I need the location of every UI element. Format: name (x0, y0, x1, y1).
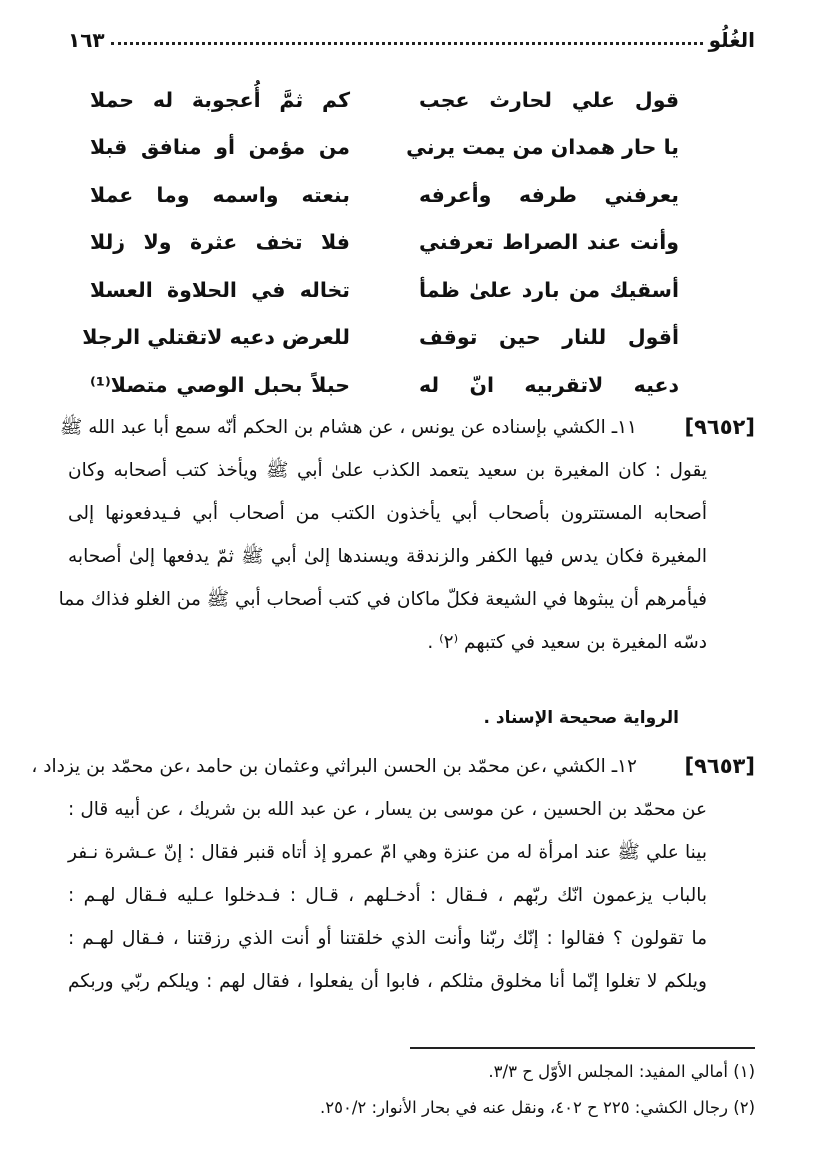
text-line: المغيرة فكان يدس فيها الكفر والزندقة ويسندها إلىٰ أبي ﷺ ثمّ يدفعها إلىٰ أصحابه (68, 546, 707, 567)
footnote: (١) أمالي المفيد: المجلس الأوّل ح ٣/٣. (488, 1062, 755, 1081)
footnote-divider (410, 1047, 755, 1049)
text-line: دسّه المغيرة بن سعيد في كتبهم ⁽٢⁾ . (427, 632, 707, 653)
entry-number: [٩٦٥٣] (684, 754, 755, 778)
hadith-entry (31, 745, 755, 1003)
verse-first-hemistich: وأنت عند الصراط تعرفني (419, 230, 679, 255)
header-dot-leader (111, 42, 703, 45)
verse-first-hemistich: أسقيك من بارد علىٰ ظمأ (419, 277, 679, 302)
text-line: بينا علي ﷺ عند امرأة له من عنزة وهي امّ عمرو إذ أتاه قنبر فقال : إنّ عـشرة نـفر (68, 842, 707, 863)
text-line: بالباب يزعمون انّك ربّهم ، فـقال : أدخـلهم ، قـال : فـدخلوا عـليه فـقال لهـم : (68, 885, 707, 906)
verse-second-hemistich: للعرض دعيه لاتقتلي الرجلا (82, 325, 350, 350)
verse-first-hemistich: يعرفني طرفه وأعرفه (419, 182, 679, 207)
hadith-entry (58, 406, 755, 664)
verse-second-hemistich: تخاله في الحلاوة العسلا (90, 277, 350, 302)
poem-verse (90, 124, 679, 172)
verse-second-hemistich: من مؤمن أو منافق قبلا (90, 135, 350, 160)
verse-second-hemistich: كم ثمَّ أُعجوبة له حملا (90, 87, 350, 112)
text-line: عن محمّد بن الحسين ، عن موسى بن يسار ، عن عبد الله بن شريك ، عن أبيه قال : (68, 799, 707, 820)
verse-second-hemistich: فلا تخف عثرة ولا زللا (90, 230, 350, 255)
verse-first-hemistich: دعيه لاتقربيه انّ له (419, 372, 679, 397)
poem-verse (82, 314, 679, 362)
chain-grading-note: الرواية صحيحة الإسناد . (483, 708, 679, 728)
text-line: يقول : كان المغيرة بن سعيد يتعمد الكذب علىٰ أبي ﷺ ويأخذ كتب أصحابه وكان (68, 460, 707, 481)
chapter-title: الغُلُو (708, 28, 755, 52)
poem-verse (90, 219, 679, 267)
verse-first-hemistich: يا حار همدان من يمت يرني (406, 135, 679, 160)
text-line: ١١ـ الكشي بإسناده عن يونس ، عن هشام بن الحكم أنّه سمع أبا عبد الله ﷺ (59, 417, 637, 438)
verse-second-hemistich: حبلاً بحبل الوصي متصلا⁽¹⁾ (90, 372, 350, 397)
poem-verse (90, 266, 679, 314)
running-header (68, 22, 755, 52)
footnote: (٢) رجال الكشي: ٢٢٥ ح ٤٠٢، ونقل عنه في بحار الأنوار: ٢٥٠/٢. (320, 1098, 755, 1117)
poem-verse (90, 171, 679, 219)
text-line: فيأمرهم أن يبثوها في الشيعة فكلّ ماكان في كتب أصحاب أبي ﷺ من الغلو فذاك مما (58, 589, 707, 610)
page-number: ١٦٣ (68, 28, 105, 52)
poem-verse (90, 361, 679, 409)
poem-verse (90, 76, 679, 124)
poem (82, 76, 679, 409)
verse-first-hemistich: أقول للنار حين توقف (419, 325, 679, 350)
verse-second-hemistich: بنعته واسمه وما عملا (90, 182, 350, 207)
verse-first-hemistich: قول علي لحارث عجب (419, 87, 679, 112)
entry-number: [٩٦٥٢] (684, 415, 755, 439)
text-line: ما تقولون ؟ فقالوا : إنّك ربّنا وأنت الذي خلقتنا أو أنت الذي رزقتنا ، فـقال لهـم : (68, 928, 707, 949)
text-line: ويلكم لا تغلوا إنّما أنا مخلوق مثلكم ، فابوا أن يفعلوا ، فقال لهم : ويلكم ربّي وربكم (68, 971, 707, 992)
text-line: أصحابه المستترون بأصحاب أبي يأخذون الكتب من أصحاب أبي فـيدفعونها إلى (68, 503, 707, 524)
text-line: ١٢ـ الكشي ،عن محمّد بن الحسن البراثي وعثمان بن حامد ،عن محمّد بن يزداد ، (31, 756, 637, 777)
